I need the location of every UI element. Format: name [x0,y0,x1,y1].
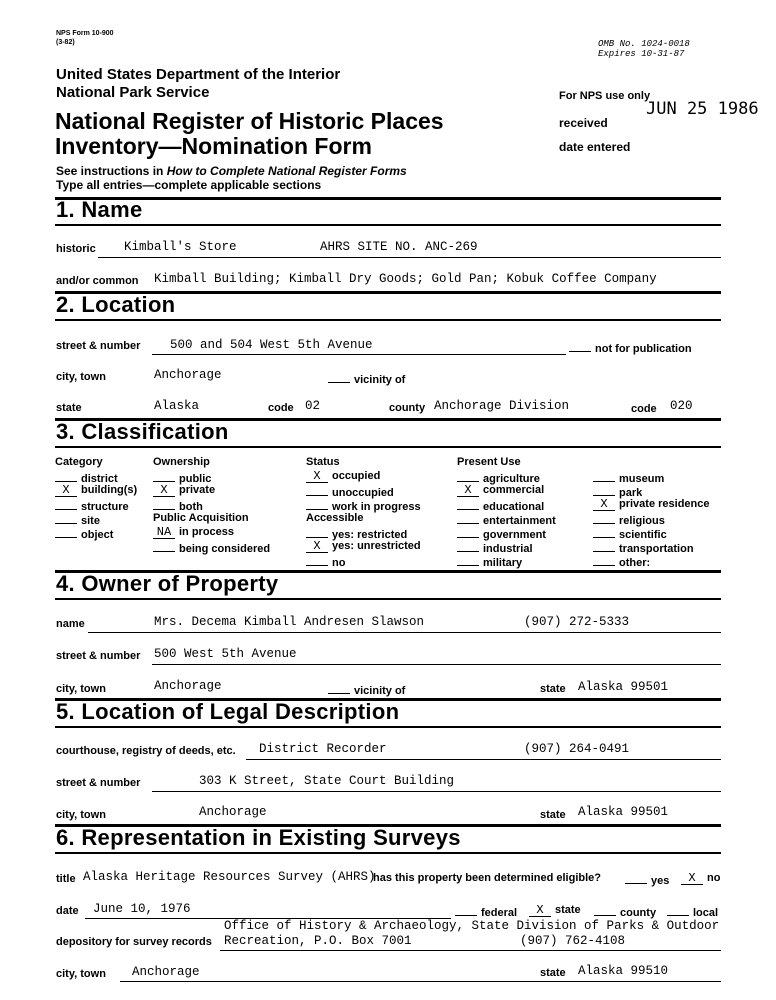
checkbox-item[interactable]: being considered [153,540,270,554]
section-rule [55,319,721,321]
fill-line [246,759,721,760]
checkbox-item[interactable]: X private [153,484,270,498]
legal-city: Anchorage [199,805,267,819]
checkbox-item[interactable]: government [457,526,556,540]
street-number-label: street & number [56,777,141,789]
checkbox-item[interactable]: NA in process [153,526,270,540]
section-4-heading: 4. Owner of Property [56,571,279,596]
owner-state: Alaska 99501 [578,680,669,694]
city-label: city, town [56,683,106,695]
instructions: See instructions in How to Complete National Register Forms [56,164,407,178]
form-title-2: Inventory—Nomination Form [55,133,372,159]
present-use-header: Present Use [457,456,521,468]
legal-street: 303 K Street, State Court Building [199,774,455,788]
section-6-heading: 6. Representation in Existing Surveys [56,825,461,850]
eligibility-question: has this property been determined eligible? [373,872,601,884]
depository-city: Anchorage [132,965,200,979]
ownership-list [153,470,270,554]
department-name: United States Department of the Interior [56,66,341,83]
checkbox-item[interactable]: no [306,554,421,568]
section-5-heading: 5. Location of Legal Description [56,699,400,724]
owner-name-label: name [56,618,85,630]
section-rule [55,446,721,448]
checkbox-item[interactable]: entertainment [457,512,556,526]
title-label: title [56,873,76,885]
form-number: NPS Form 10-900 [56,30,114,37]
fill-line [88,632,721,633]
checkbox-item[interactable]: industrial [457,540,556,554]
not-for-publication: not for publication [569,340,692,355]
street-address: 500 and 504 West 5th Avenue [170,338,373,352]
state-label: state [540,967,566,979]
checkbox-item[interactable]: other: [593,554,710,568]
service-name: National Park Service [56,84,210,101]
survey-title: Alaska Heritage Resources Survey (AHRS) [83,870,376,884]
category-header: Category [55,456,103,468]
level-county[interactable]: county [594,904,656,919]
section-1-heading: 1. Name [56,197,143,222]
nps-use-label: For NPS use only [559,90,651,102]
status-list [306,470,421,568]
date-entered-label: date entered [559,140,631,154]
checkbox-item[interactable]: X occupied [306,470,421,484]
survey-date: June 10, 1976 [93,902,191,916]
owner-name: Mrs. Decema Kimball Andresen Slawson [154,615,425,629]
checkbox-item[interactable]: X commercial [457,484,556,498]
county-code: 020 [670,399,693,413]
city-value: Anchorage [154,368,222,382]
vicinity-label: vicinity of [328,371,405,386]
section-rule [55,598,721,600]
depository-phone: (907) 762-4108 [520,934,626,948]
depository-line-1: Office of History & Archaeology, State Division of Parks & Outdoor [224,919,720,933]
state-value: Alaska [154,399,200,413]
checkbox-item[interactable]: X yes: unrestricted [306,540,421,554]
state-label: state [540,809,566,821]
type-instructions: Type all entries—complete applicable sections [56,178,322,192]
county-label: county [389,402,426,414]
expiration: Expires 10-31-87 [598,49,685,59]
received-label: received [559,116,608,130]
section-rule [55,197,721,200]
checkbox-item[interactable]: museum [593,470,710,484]
fill-line [120,981,721,982]
courthouse-phone: (907) 264-0491 [524,742,630,756]
street-number-label: street & number [56,650,141,662]
checkbox-item[interactable]: object [55,526,137,540]
section-2-heading: 2. Location [56,292,176,317]
historic-label: historic [56,243,96,255]
present-use-list-2 [593,470,710,568]
checkbox-item[interactable]: transportation [593,540,710,554]
ahrs-site-number: AHRS SITE NO. ANC-269 [320,240,478,254]
date-label: date [56,905,79,917]
checkbox-item[interactable]: park [593,484,710,498]
section-rule [55,224,721,226]
owner-city: Anchorage [154,679,222,693]
level-state[interactable]: X state [529,904,581,917]
eligible-no[interactable]: X no [681,872,720,885]
depository-label: depository for survey records [56,936,212,948]
level-local[interactable]: local [667,904,718,919]
checkbox-item[interactable]: agriculture [457,470,556,484]
fill-line [152,354,566,355]
legal-state: Alaska 99501 [578,805,669,819]
eligible-yes[interactable]: yes [625,872,669,887]
received-stamp: JUN 25 1986 [646,99,759,119]
depository-line-2: Recreation, P.O. Box 7001 [224,934,412,948]
category-list [55,470,137,540]
city-label: city, town [56,371,106,383]
common-name-label: and/or common [56,275,139,287]
accessible-header: Accessible [306,512,364,524]
state-label: state [540,683,566,695]
checkbox-item[interactable]: structure [55,498,137,512]
historic-name: Kimball's Store [124,240,237,254]
vicinity-label: vicinity of [328,682,405,697]
checkbox-item[interactable]: educational [457,498,556,512]
section-rule [55,852,721,854]
state-code: 02 [305,399,321,413]
checkbox-item[interactable]: scientific [593,526,710,540]
section-3-heading: 3. Classification [56,419,229,444]
present-use-list-1 [457,470,556,568]
checkbox-item[interactable]: military [457,554,556,568]
courthouse-value: District Recorder [259,742,387,756]
fill-line [98,257,721,258]
checkbox-item[interactable]: X private residence [593,498,710,512]
city-label: city, town [56,809,106,821]
omb-number: OMB No. 1024-0018 [598,39,690,49]
checkbox-item[interactable]: public [153,470,270,484]
fill-line [152,791,721,792]
street-number-label: street & number [56,340,141,352]
level-federal[interactable]: federal [455,904,517,919]
depository-state: Alaska 99510 [578,964,669,978]
checkbox-item[interactable]: X building(s) [55,484,137,498]
checkbox-item[interactable]: work in progress [306,498,421,512]
checkbox-item[interactable]: unoccupied [306,484,421,498]
section-rule [55,726,721,728]
checkbox-item[interactable]: religious [593,512,710,526]
checkbox-item[interactable]: district [55,470,137,484]
form-title-1: National Register of Historic Places [55,108,444,134]
fill-line [152,664,721,665]
checkbox-item[interactable]: yes: restricted [306,526,421,540]
common-names: Kimball Building; Kimball Dry Goods; Gold Pan; Kobuk Coffee Company [154,272,657,286]
code-label: code [268,402,294,414]
checkbox-item[interactable]: site [55,512,137,526]
checkbox-item[interactable]: both [153,498,270,512]
city-label: city, town [56,968,106,980]
public-acquisition-header: Public Acquisition [153,512,249,524]
state-label: state [56,402,82,414]
county-code-label: code [631,403,657,415]
form-revision: (3-82) [56,39,75,46]
county-value: Anchorage Division [434,399,570,413]
status-header: Status [306,456,340,468]
owner-phone: (907) 272-5333 [524,615,630,629]
fill-line [220,950,721,951]
owner-street: 500 West 5th Avenue [154,647,297,661]
ownership-header: Ownership [153,456,210,468]
courthouse-label: courthouse, registry of deeds, etc. [56,745,236,757]
